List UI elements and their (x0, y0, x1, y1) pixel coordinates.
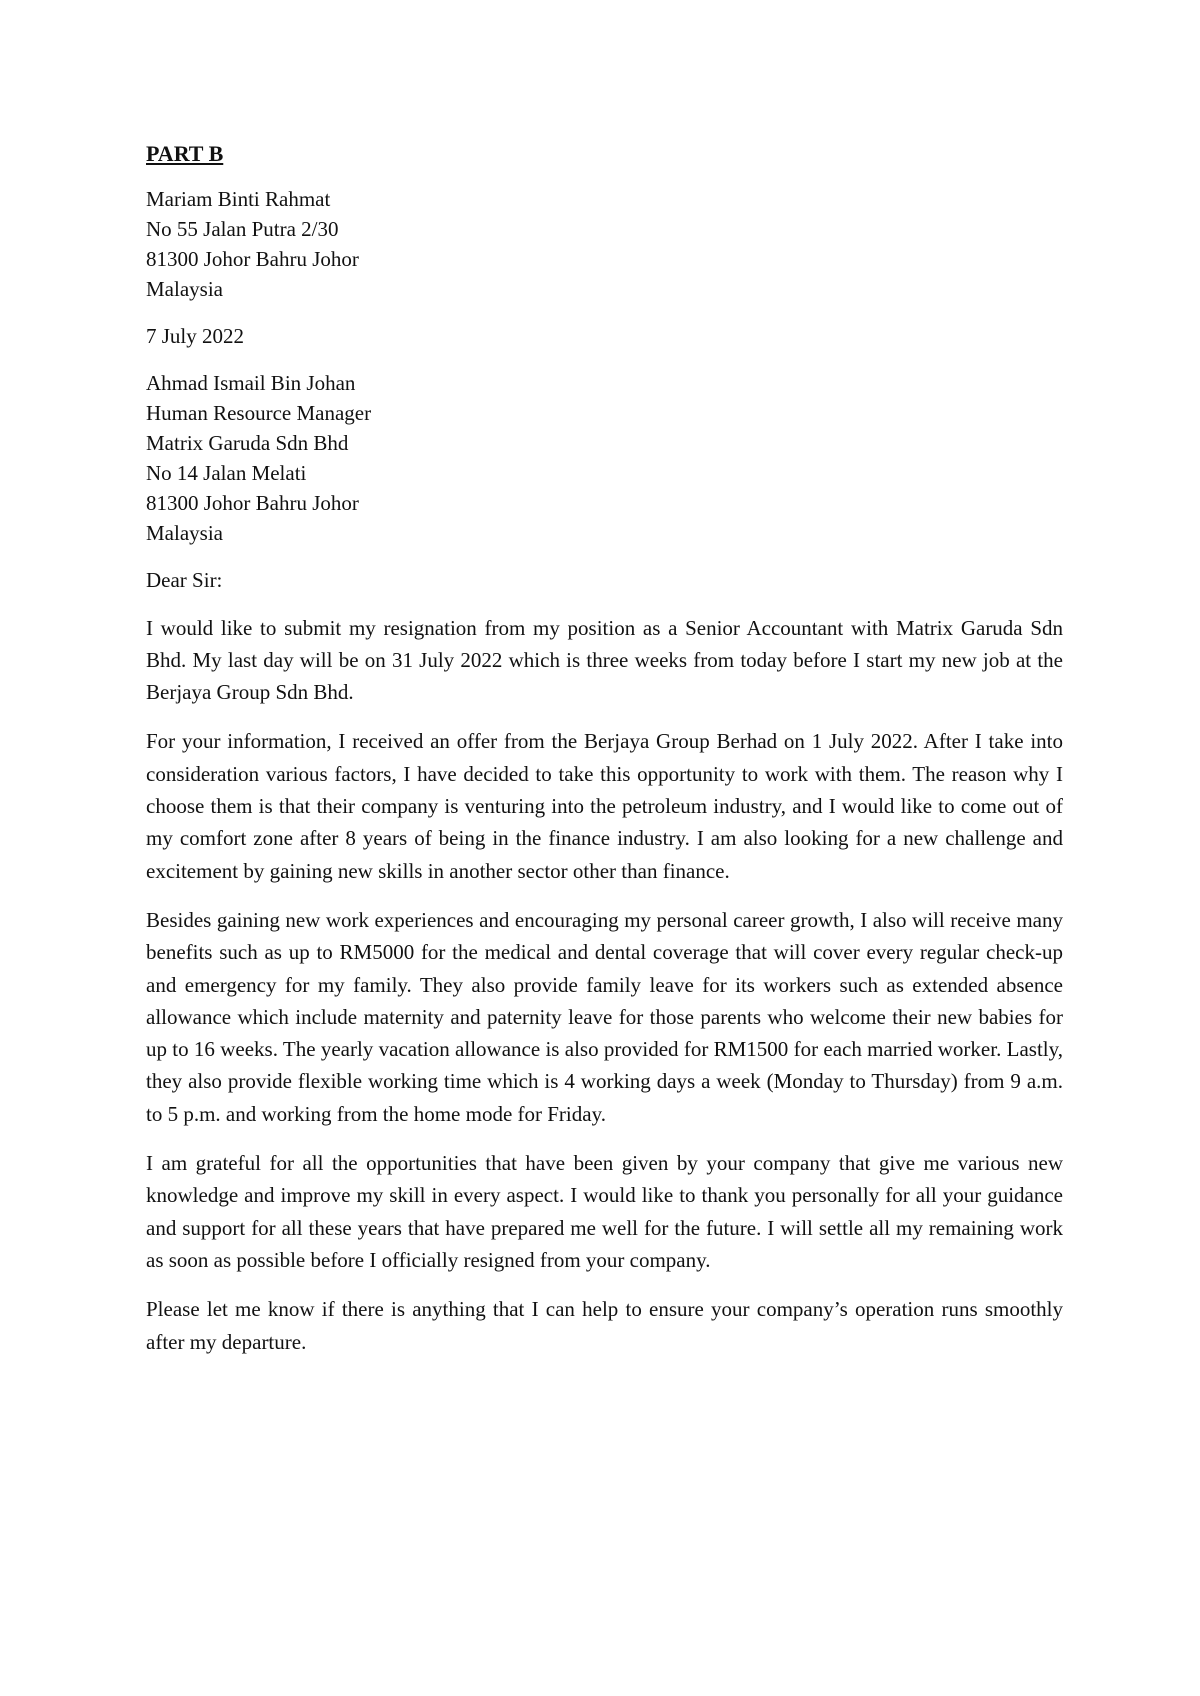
sender-address (146, 184, 1063, 304)
recipient-title: Human Resource Manager (146, 400, 372, 425)
recipient-company: Matrix Garuda Sdn Bhd (146, 430, 349, 455)
recipient-name: Ahmad Ismail Bin Johan (146, 370, 356, 395)
date-text: 7 July 2022 (146, 323, 245, 348)
body-paragraph-3: Besides gaining new work experiences and encouraging my personal career growth, I also will receive many benefits such as up to RM5000 for the medical and dental coverage that will cover every regular check-up and emergency for my family. They also provide family leave for its workers such as extended absence allowance which include maternity and paternity leave for those parents who welcome their new babies for up to 16 weeks. The yearly vacation allowance is also provided for RM1500 for each married worker. Lastly, they also provide flexible working time which is 4 working days a week (Monday to Thursday) from 9 a.m. to 5 p.m. and working from the home mode for Friday. (146, 907, 1063, 1126)
body-paragraph-4: I am grateful for all the opportunities that have been given by your company that give me various new knowledge and improve my skill in every aspect. I would like to thank you personally for all your guidance and support for all these years that have prepared me well for the future. I will settle all my remaining work as soon as possible before I officially resigned from your company. (146, 1151, 1063, 1272)
recipient-street: No 14 Jalan Melati (146, 460, 307, 485)
recipient-city: 81300 Johor Bahru Johor (146, 490, 359, 515)
recipient-country: Malaysia (146, 520, 223, 545)
salutation (146, 565, 1063, 595)
salutation-text: Dear Sir: (146, 567, 223, 592)
letter-page (146, 140, 1063, 1375)
recipient-address (146, 368, 1063, 548)
sender-name: Mariam Binti Rahmat (146, 186, 331, 211)
body-paragraph-1: I would like to submit my resignation from my position as a Senior Accountant with Matrix Garuda Sdn Bhd. My last day will be on 31 July 2022 which is three weeks from today before I start my new job at the Berjaya Group Sdn Bhd. (146, 615, 1063, 705)
sender-city: 81300 Johor Bahru Johor (146, 246, 359, 271)
sender-country: Malaysia (146, 276, 223, 301)
sender-street: No 55 Jalan Putra 2/30 (146, 216, 339, 241)
letter-date (146, 321, 1063, 351)
part-heading: PART B (146, 141, 224, 166)
body-paragraph-5: Please let me know if there is anything that I can help to ensure your company’s operation runs smoothly after my departure. (146, 1297, 1063, 1354)
body-paragraph-2: For your information, I received an offer from the Berjaya Group Berhad on 1 July 2022. After I take into consideration various factors, I have decided to take this opportunity to work with them. The reason why I choose them is that their company is venturing into the petroleum industry, and I would like to come out of my comfort zone after 8 years of being in the finance industry. I am also looking for a new challenge and excitement by gaining new skills in another sector other than finance. (146, 729, 1063, 883)
